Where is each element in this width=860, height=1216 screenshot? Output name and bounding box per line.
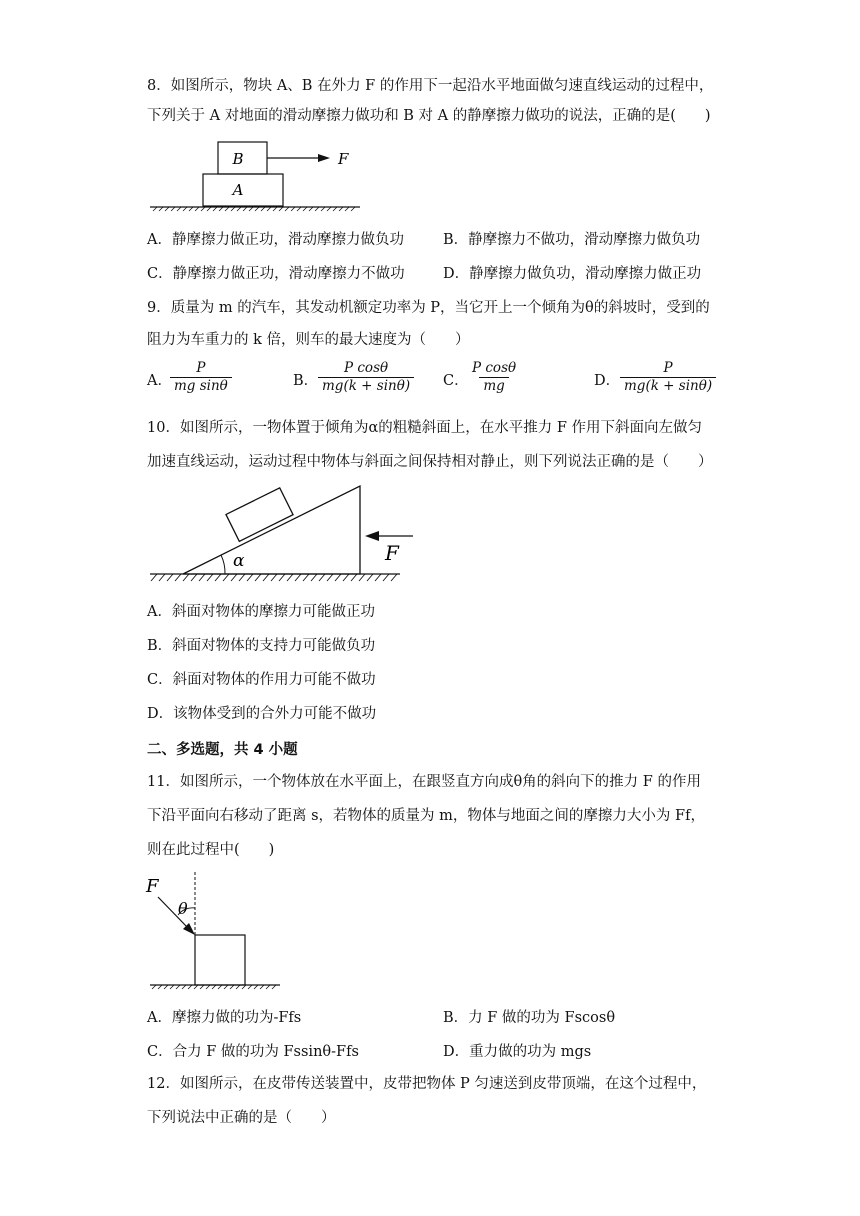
section-heading-multiple-choice: 二、多选题，共 4 小题 bbox=[147, 742, 298, 758]
q8-option-b[interactable]: B．静摩擦力不做功，滑动摩擦力做负功 bbox=[443, 232, 701, 248]
q10-label-alpha: α bbox=[233, 551, 245, 571]
q9-option-c-numerator: P cosθ bbox=[472, 360, 517, 376]
q8-option-c[interactable]: C．静摩擦力做正功，滑动摩擦力不做功 bbox=[147, 266, 405, 282]
q10-stem-line-2: 加速直线运动，运动过程中物体与斜面之间保持相对静止，则下列说法正确的是（ ） bbox=[147, 454, 713, 470]
q11-option-d[interactable]: D．重力做的功为 mgs bbox=[443, 1044, 592, 1060]
q9-option-d-numerator: P bbox=[663, 360, 673, 376]
q10-stem-line-1: 10．如图所示，一物体置于倾角为α的粗糙斜面上，在水平推力 F 作用下斜面向左做匀 bbox=[147, 420, 703, 436]
q8-figure bbox=[145, 135, 365, 215]
q9-option-b-numerator: P cosθ bbox=[344, 360, 389, 376]
q9-option-d-label[interactable]: D． bbox=[594, 373, 621, 389]
q11-stem-line-1: 11．如图所示，一个物体放在水平面上，在跟竖直方向成θ角的斜向下的推力 F 的作用 bbox=[147, 774, 701, 790]
q8-label-f: F bbox=[338, 150, 349, 168]
q9-option-a-numerator: P bbox=[196, 360, 206, 376]
q11-stem-line-3: 则在此过程中( ) bbox=[147, 842, 275, 858]
q8-option-d[interactable]: D．静摩擦力做负功，滑动摩擦力做正功 bbox=[443, 266, 702, 282]
q8-stem-line-1: 8．如图所示，物块 A、B 在外力 F 的作用下一起沿水平地面做匀速直线运动的过程中， bbox=[147, 78, 714, 94]
q9-option-c-fraction[interactable] bbox=[468, 360, 520, 395]
q12-stem-line-1: 12．如图所示，在皮带传送装置中，皮带把物体 P 匀速送到皮带顶端，在这个过程中， bbox=[147, 1076, 707, 1092]
q9-option-b-denominator: mg(k + sinθ) bbox=[318, 377, 414, 395]
q9-option-b-fraction[interactable] bbox=[318, 360, 414, 395]
q8-stem-line-2: 下列关于 A 对地面的滑动摩擦力做功和 B 对 A 的静摩擦力做功的说法，正确的是( ) bbox=[147, 108, 711, 124]
q9-option-b-label[interactable]: B． bbox=[293, 373, 319, 389]
q10-option-b[interactable]: B．斜面对物体的支持力可能做负功 bbox=[147, 638, 376, 654]
q9-stem-line-2: 阻力为车重力的 k 倍，则车的最大速度为（ ） bbox=[147, 332, 470, 348]
q11-option-a[interactable]: A．摩擦力做的功为-Ffs bbox=[147, 1010, 302, 1026]
q8-label-b: B bbox=[232, 150, 244, 168]
q10-option-c[interactable]: C．斜面对物体的作用力可能不做功 bbox=[147, 672, 376, 688]
q9-option-d-denominator: mg(k + sinθ) bbox=[620, 377, 716, 395]
q9-option-c-label[interactable]: C． bbox=[443, 373, 469, 389]
q10-option-a[interactable]: A．斜面对物体的摩擦力可能做正功 bbox=[147, 604, 375, 620]
q11-label-theta: θ bbox=[178, 899, 188, 918]
q11-label-f: F bbox=[146, 876, 159, 897]
q9-option-c-denominator: mg bbox=[479, 377, 508, 395]
q10-option-d[interactable]: D．该物体受到的合外力可能不做功 bbox=[147, 706, 377, 722]
q11-figure bbox=[140, 870, 290, 995]
q8-label-a: A bbox=[232, 181, 244, 199]
q10-label-f: F bbox=[385, 541, 399, 565]
q9-stem-line-1: 9．质量为 m 的汽车，其发动机额定功率为 P，当它开上一个倾角为θ的斜坡时，受到的 bbox=[147, 300, 710, 316]
q11-option-b[interactable]: B．力 F 做的功为 Fscosθ bbox=[443, 1010, 616, 1026]
q11-stem-line-2: 下沿平面向右移动了距离 s，若物体的质量为 m，物体与地面之间的摩擦力大小为 Ff， bbox=[147, 808, 705, 824]
q8-option-a[interactable]: A．静摩擦力做正功，滑动摩擦力做负功 bbox=[147, 232, 404, 248]
q9-option-d-fraction[interactable] bbox=[620, 360, 716, 395]
q11-option-c[interactable]: C．合力 F 做的功为 Fssinθ-Ffs bbox=[147, 1044, 359, 1060]
q9-option-a-denominator: mg sinθ bbox=[170, 377, 232, 395]
q9-option-a-label[interactable]: A． bbox=[147, 373, 172, 389]
q10-figure bbox=[145, 478, 415, 588]
q9-option-a-fraction[interactable] bbox=[170, 360, 232, 395]
q12-stem-line-2: 下列说法中正确的是（ ） bbox=[147, 1110, 336, 1126]
